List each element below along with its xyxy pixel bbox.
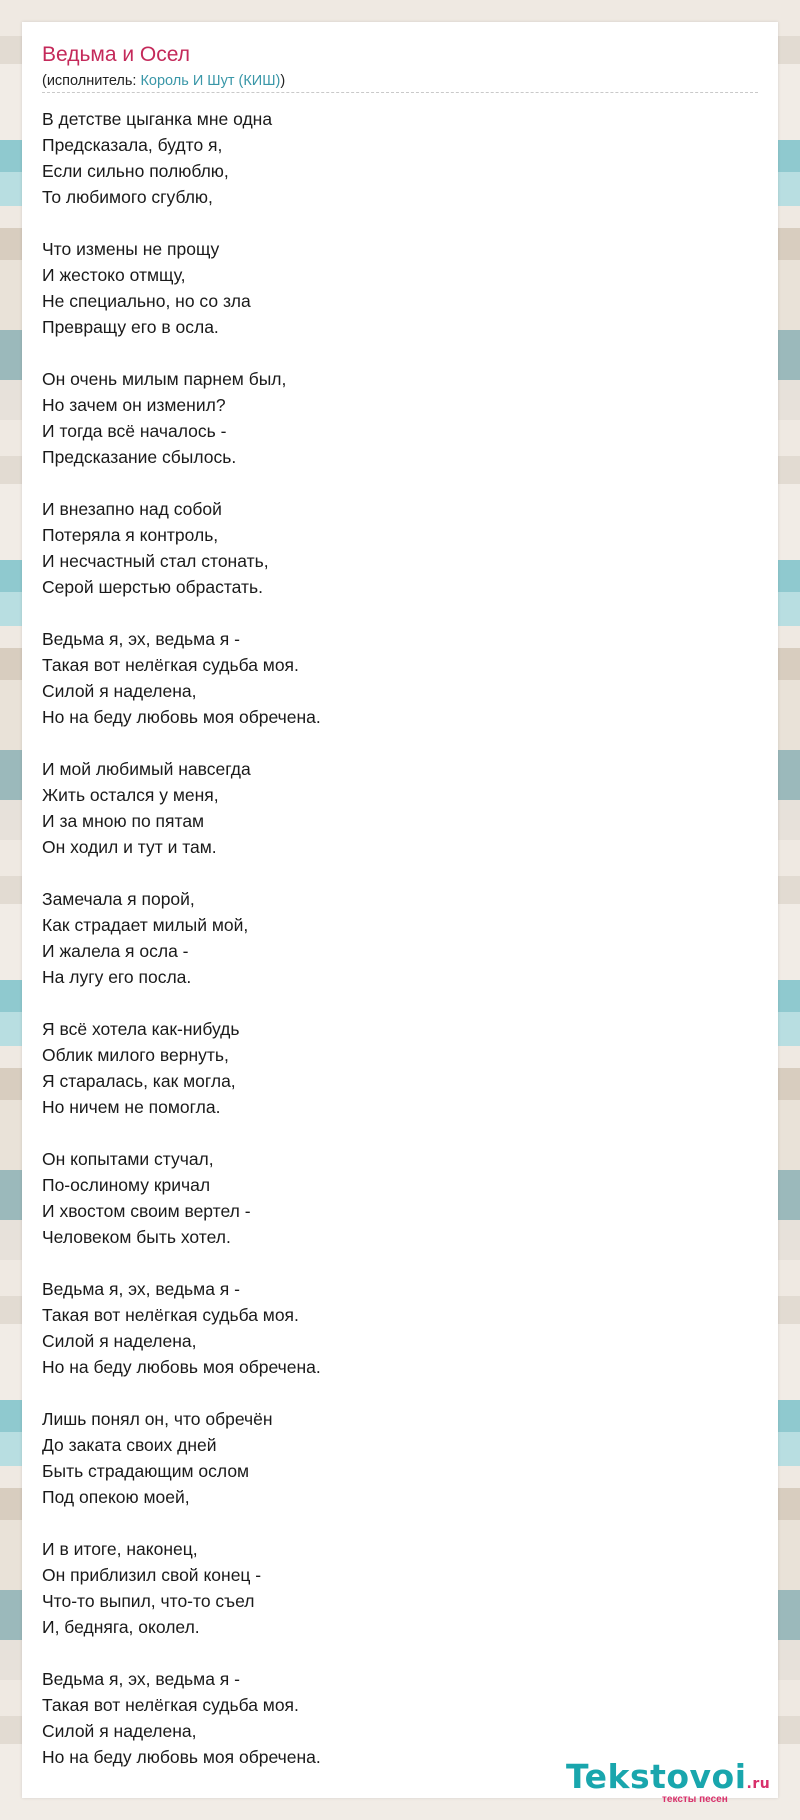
lyric-line: Ведьма я, эх, ведьма я - (42, 629, 240, 649)
lyric-line: Предсказала, будто я, (42, 135, 223, 155)
lyric-line: И в итоге, наконец, (42, 1539, 198, 1559)
lyric-line: Человеком быть хотел. (42, 1227, 231, 1247)
lyric-line: Такая вот нелёгкая судьба моя. (42, 655, 299, 675)
lyric-line: Серой шерстью обрастать. (42, 577, 263, 597)
lyric-line: Я всё хотела как-нибудь (42, 1019, 240, 1039)
logo-tagline: тексты песен (662, 1794, 728, 1805)
lyric-line: Но ничем не помогла. (42, 1097, 221, 1117)
lyric-line: Жить остался у меня, (42, 785, 219, 805)
lyric-line: И внезапно над собой (42, 499, 222, 519)
site-logo[interactable] (566, 1758, 778, 1808)
lyric-line: Он приблизил свой конец - (42, 1565, 262, 1585)
lyric-line: До заката своих дней (42, 1435, 217, 1455)
lyric-line: Он копытами стучал, (42, 1149, 214, 1169)
lyric-line: Ведьма я, эх, ведьма я - (42, 1669, 240, 1689)
stanza (42, 756, 758, 860)
lyric-line: Силой я наделена, (42, 681, 197, 701)
lyric-line: Но на беду любовь моя обречена. (42, 1357, 321, 1377)
lyric-line: И жалела я осла - (42, 941, 189, 961)
lyric-line: Под опекою моей, (42, 1487, 190, 1507)
performer-suffix: ) (280, 73, 286, 89)
lyric-line: Предсказание сбылось. (42, 447, 237, 467)
lyric-line: Ведьма я, эх, ведьма я - (42, 1279, 240, 1299)
lyric-line: И мой любимый навсегда (42, 759, 251, 779)
lyric-line: Если сильно полюблю, (42, 161, 229, 181)
lyric-line: Он ходил и тут и там. (42, 837, 217, 857)
stanza (42, 1276, 758, 1380)
lyric-line: Такая вот нелёгкая судьба моя. (42, 1695, 299, 1715)
lyric-line: И за мною по пятам (42, 811, 205, 831)
lyric-line: На лугу его посла. (42, 967, 192, 987)
logo-brand-text: Tekstovoi (566, 1757, 747, 1796)
logo-domain: .ru (746, 1776, 771, 1792)
lyrics-body (42, 106, 758, 1796)
lyric-line: Он очень милым парнем был, (42, 369, 287, 389)
lyric-line: Силой я наделена, (42, 1331, 197, 1351)
lyric-line: Что-то выпил, что-то съел (42, 1591, 255, 1611)
lyric-line: Но на беду любовь моя обречена. (42, 707, 321, 727)
lyric-line: И, бедняга, околел. (42, 1617, 200, 1637)
lyrics-card (22, 22, 778, 1798)
stanza (42, 886, 758, 990)
lyric-line: Облик милого вернуть, (42, 1045, 229, 1065)
stanza (42, 106, 758, 210)
lyric-line: По-ослиному кричал (42, 1175, 211, 1195)
lyric-line: Быть страдающим ослом (42, 1461, 250, 1481)
lyric-line: Силой я наделена, (42, 1721, 197, 1741)
lyric-line: Я старалась, как могла, (42, 1071, 236, 1091)
song-title: Ведьма и Осел (42, 43, 191, 66)
lyric-line: И хвостом своим вертел - (42, 1201, 251, 1221)
lyric-line: Но зачем он изменил? (42, 395, 226, 415)
performer-link[interactable]: Король И Шут (КИШ) (140, 73, 281, 89)
lyric-line: Превращу его в осла. (42, 317, 219, 337)
stanza (42, 1146, 758, 1250)
stanza (42, 236, 758, 340)
stanza (42, 1666, 758, 1770)
stanza (42, 626, 758, 730)
title-divider (42, 92, 758, 93)
stanza (42, 1536, 758, 1640)
lyric-line: Потеряла я контроль, (42, 525, 219, 545)
stanza (42, 496, 758, 600)
lyric-line: Лишь понял он, что обречён (42, 1409, 273, 1429)
performer-line (42, 72, 285, 90)
lyric-line: Что измены не прощу (42, 239, 220, 259)
lyric-line: И жестоко отмщу, (42, 265, 186, 285)
lyric-line: Такая вот нелёгкая судьба моя. (42, 1305, 299, 1325)
stanza (42, 1016, 758, 1120)
lyric-line: Как страдает милый мой, (42, 915, 249, 935)
lyric-line: И тогда всё началось - (42, 421, 227, 441)
stanza (42, 366, 758, 470)
stanza (42, 1406, 758, 1510)
lyric-line: То любимого сгублю, (42, 187, 213, 207)
lyric-line: В детстве цыганка мне одна (42, 109, 273, 129)
performer-prefix: (исполнитель: (42, 73, 141, 89)
lyric-line: Но на беду любовь моя обречена. (42, 1747, 321, 1767)
lyric-line: Замечала я порой, (42, 889, 195, 909)
lyric-line: Не специально, но со зла (42, 291, 251, 311)
lyric-line: И несчастный стал стонать, (42, 551, 269, 571)
